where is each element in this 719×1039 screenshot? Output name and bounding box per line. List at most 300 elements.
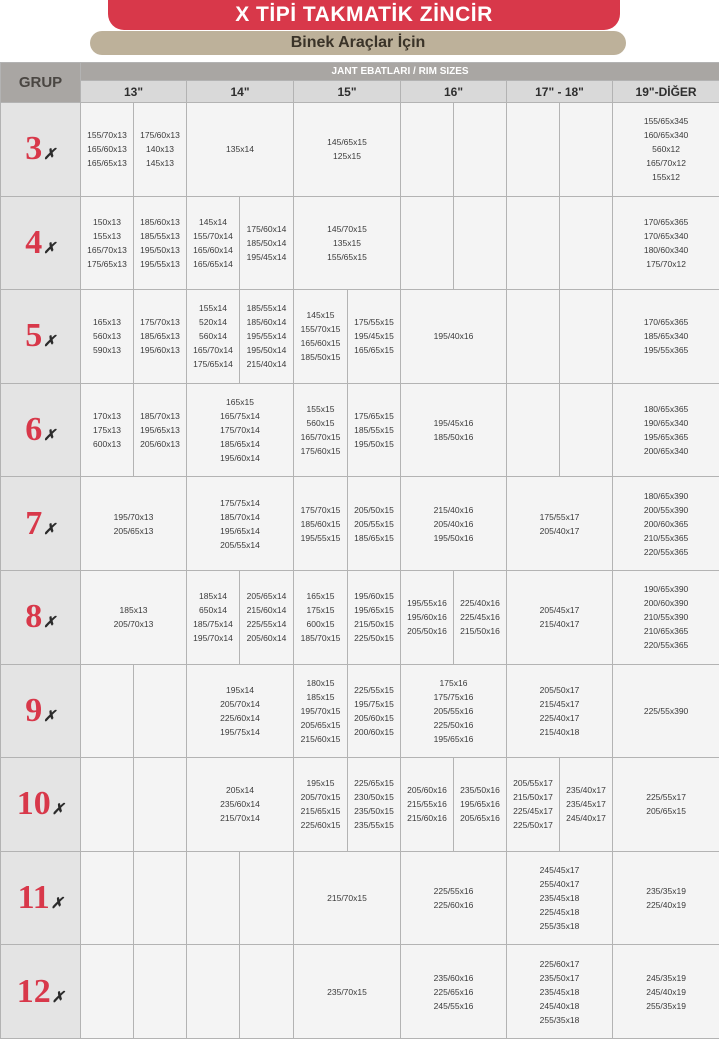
x-chain-icon: ✗ xyxy=(43,523,56,537)
tire-size: 600x13 xyxy=(82,437,132,451)
tire-size: 190/65x390 xyxy=(614,582,718,596)
tire-size: 215/50x16 xyxy=(455,624,505,638)
size-cell xyxy=(507,477,613,571)
size-cell xyxy=(294,851,401,945)
tire-size: 205/70x15 xyxy=(295,790,346,804)
tire-size: 235/40x17 xyxy=(561,783,611,797)
tire-size: 195/55x365 xyxy=(614,343,718,357)
size-cell xyxy=(134,758,187,852)
size-cell xyxy=(240,851,294,945)
tire-size: 205/55x15 xyxy=(349,517,399,531)
group-label xyxy=(1,698,80,724)
size-cell xyxy=(454,103,507,197)
tire-size: 195/70x15 xyxy=(295,704,346,718)
tire-size: 235/45x18 xyxy=(508,891,611,905)
tire-size: 175/65x14 xyxy=(188,357,238,371)
tire-size: 600x15 xyxy=(295,617,346,631)
x-chain-icon: ✗ xyxy=(43,242,56,256)
x-chain-icon: ✗ xyxy=(52,803,65,817)
group-label xyxy=(1,417,80,443)
tire-size: 185/55x14 xyxy=(241,301,292,315)
tire-size: 225/40x16 xyxy=(455,596,505,610)
tire-size: 165/60x14 xyxy=(188,243,238,257)
tire-size: 155/65x345 xyxy=(614,114,718,128)
group-label xyxy=(1,230,80,256)
tire-size: 175/55x15 xyxy=(349,315,399,329)
tire-size: 175x13 xyxy=(82,423,132,437)
tire-size: 225/60x15 xyxy=(295,818,346,832)
tire-size: 145/70x15 xyxy=(295,222,399,236)
tire-size: 165/65x13 xyxy=(82,156,132,170)
tire-size: 255/35x18 xyxy=(508,919,611,933)
table-row xyxy=(1,664,719,758)
tire-size: 205x14 xyxy=(188,783,292,797)
tire-size: 210/65x365 xyxy=(614,624,718,638)
tire-size: 165/70x15 xyxy=(295,430,346,444)
tire-size: 225/60x16 xyxy=(402,898,505,912)
size-cell xyxy=(348,570,401,664)
subtitle-bar: Binek Araçlar İçin xyxy=(90,31,626,55)
tire-size: 195/75x14 xyxy=(188,725,292,739)
tire-size: 175/60x15 xyxy=(295,444,346,458)
tire-size: 225/45x17 xyxy=(508,804,558,818)
size-cell xyxy=(294,290,348,384)
tire-size: 215/45x17 xyxy=(508,697,611,711)
tire-size: 205/40x16 xyxy=(402,517,505,531)
size-cell xyxy=(560,196,613,290)
tire-size: 195/60x16 xyxy=(402,610,452,624)
tire-size: 195/65x16 xyxy=(455,797,505,811)
tire-size: 225/45x16 xyxy=(455,610,505,624)
tire-size: 215/40x18 xyxy=(508,725,611,739)
tire-size: 195/60x15 xyxy=(349,589,399,603)
x-chain-icon: ✗ xyxy=(43,710,56,724)
tire-size: 145x15 xyxy=(295,308,346,322)
table-row xyxy=(1,290,719,384)
title-banner: X TİPİ TAKMATİK ZİNCİR xyxy=(108,0,620,30)
group-number: 8 xyxy=(25,610,42,624)
group-cell xyxy=(1,945,81,1039)
tire-size: 180/65x390 xyxy=(614,489,718,503)
size-cell xyxy=(187,851,240,945)
tire-size: 185/70x14 xyxy=(188,510,292,524)
group-label xyxy=(1,979,80,1005)
col-header-16: 16" xyxy=(401,81,507,103)
size-cell xyxy=(294,196,401,290)
size-cell xyxy=(454,196,507,290)
tire-size: 175/55x17 xyxy=(508,510,611,524)
group-number: 4 xyxy=(25,236,42,250)
size-cell xyxy=(134,290,187,384)
tire-size: 185x15 xyxy=(295,690,346,704)
tire-size: 255/35x18 xyxy=(508,1013,611,1027)
size-cell xyxy=(401,383,507,477)
tire-size: 155x14 xyxy=(188,301,238,315)
size-cell xyxy=(187,758,294,852)
tire-size: 200/60x365 xyxy=(614,517,718,531)
tire-size: 235/35x19 xyxy=(614,884,718,898)
size-cell xyxy=(613,103,719,197)
tire-size: 205/55x16 xyxy=(402,704,505,718)
size-cell xyxy=(294,570,348,664)
tire-size: 135x14 xyxy=(188,142,292,156)
size-cell xyxy=(401,477,507,571)
tire-size: 235/70x15 xyxy=(295,985,399,999)
tire-size: 215/65x15 xyxy=(295,804,346,818)
tire-size: 225/65x15 xyxy=(349,776,399,790)
tire-size: 175x16 xyxy=(402,676,505,690)
group-label xyxy=(1,511,80,537)
tire-size: 225/55x15 xyxy=(349,683,399,697)
table-row xyxy=(1,570,719,664)
size-cell xyxy=(560,103,613,197)
tire-size: 195/45x14 xyxy=(241,250,292,264)
tire-size: 195/65x15 xyxy=(349,603,399,617)
tire-size: 200/55x390 xyxy=(614,503,718,517)
tire-size: 225/40x17 xyxy=(508,711,611,725)
tire-size: 170/65x340 xyxy=(614,229,718,243)
tire-size: 175/70x12 xyxy=(614,257,718,271)
size-cell xyxy=(81,945,134,1039)
group-label xyxy=(1,791,80,817)
col-header-15: 15" xyxy=(294,81,401,103)
tire-size: 235/60x14 xyxy=(188,797,292,811)
tire-size: 185/65x15 xyxy=(349,531,399,545)
tire-size: 220/55x365 xyxy=(614,545,718,559)
tire-size: 150x13 xyxy=(82,215,132,229)
tire-size: 560x12 xyxy=(614,142,718,156)
col-header-14: 14" xyxy=(187,81,294,103)
tire-size: 145x14 xyxy=(188,215,238,229)
tire-size: 195/55x15 xyxy=(295,531,346,545)
size-cell xyxy=(401,103,454,197)
tire-size: 195/45x15 xyxy=(349,329,399,343)
tire-size: 195/45x16 xyxy=(402,416,505,430)
tire-size: 155x12 xyxy=(614,170,718,184)
tire-size: 165/60x13 xyxy=(82,142,132,156)
tire-size: 175/70x13 xyxy=(135,315,185,329)
tire-size: 225/55x16 xyxy=(402,884,505,898)
size-cell xyxy=(240,196,294,290)
table-row xyxy=(1,196,719,290)
tire-size: 175/60x13 xyxy=(135,128,185,142)
tire-size: 195/65x16 xyxy=(402,732,505,746)
tire-size: 185x14 xyxy=(188,589,238,603)
tire-size: 175/75x14 xyxy=(188,496,292,510)
size-cell xyxy=(613,383,719,477)
size-cell xyxy=(134,196,187,290)
tire-size: 215/50x17 xyxy=(508,790,558,804)
tire-size: 205/40x17 xyxy=(508,524,611,538)
group-cell xyxy=(1,851,81,945)
size-cell xyxy=(240,945,294,1039)
size-cell xyxy=(187,290,240,384)
tire-size: 195/65x13 xyxy=(135,423,185,437)
tire-size: 175x15 xyxy=(295,603,346,617)
size-cell xyxy=(187,945,240,1039)
group-label xyxy=(1,604,80,630)
tire-size: 225/50x17 xyxy=(508,818,558,832)
tire-size: 195/60x14 xyxy=(188,451,292,465)
tire-size: 245/55x16 xyxy=(402,999,505,1013)
tire-size: 235/50x17 xyxy=(508,971,611,985)
tire-size: 195/55x14 xyxy=(241,329,292,343)
tire-size: 185/70x15 xyxy=(295,631,346,645)
tire-size: 155/70x15 xyxy=(295,322,346,336)
size-cell xyxy=(348,664,401,758)
size-cell xyxy=(401,290,507,384)
tire-size: 195/40x16 xyxy=(402,329,505,343)
group-number: 7 xyxy=(25,517,42,531)
tire-size: 235/50x16 xyxy=(455,783,505,797)
tire-size: 165x15 xyxy=(295,589,346,603)
tire-size: 235/60x16 xyxy=(402,971,505,985)
group-number: 12 xyxy=(17,985,51,999)
tire-size: 165x15 xyxy=(188,395,292,409)
size-cell xyxy=(507,290,560,384)
tire-size: 255/40x17 xyxy=(508,877,611,891)
group-cell xyxy=(1,290,81,384)
size-cell xyxy=(294,103,401,197)
size-cell xyxy=(507,383,560,477)
tire-size: 560x13 xyxy=(82,329,132,343)
x-chain-icon: ✗ xyxy=(52,991,65,1005)
tire-size: 155x13 xyxy=(82,229,132,243)
size-cell xyxy=(348,383,401,477)
group-cell xyxy=(1,758,81,852)
tire-size: 155/70x13 xyxy=(82,128,132,142)
tire-size: 205/65x14 xyxy=(241,589,292,603)
table-row xyxy=(1,103,719,197)
tire-size: 175/70x15 xyxy=(295,503,346,517)
tire-size: 205/55x17 xyxy=(508,776,558,790)
tire-size: 235/50x15 xyxy=(349,804,399,818)
size-cell xyxy=(401,196,454,290)
tire-size: 170/65x365 xyxy=(614,315,718,329)
tire-size: 560x14 xyxy=(188,329,238,343)
tire-size: 185/65x340 xyxy=(614,329,718,343)
group-cell xyxy=(1,477,81,571)
tire-size: 180/60x340 xyxy=(614,243,718,257)
tire-size: 200/65x340 xyxy=(614,444,718,458)
tire-size: 155/65x15 xyxy=(295,250,399,264)
tire-size: 245/40x17 xyxy=(561,811,611,825)
size-cell xyxy=(401,945,507,1039)
tire-size: 235/45x17 xyxy=(561,797,611,811)
tire-size: 195x14 xyxy=(188,683,292,697)
tire-size: 165x13 xyxy=(82,315,132,329)
tire-size: 155x15 xyxy=(295,402,346,416)
group-number: 3 xyxy=(25,142,42,156)
size-cell xyxy=(401,758,454,852)
size-cell xyxy=(613,664,719,758)
group-cell xyxy=(1,383,81,477)
tire-size: 215/50x15 xyxy=(349,617,399,631)
size-cell xyxy=(348,758,401,852)
tire-size: 205/60x16 xyxy=(402,783,452,797)
col-header-19-other: 19"-DİĞER xyxy=(613,81,719,103)
tire-size: 185/60x15 xyxy=(295,517,346,531)
size-cell xyxy=(240,290,294,384)
tire-size: 200/60x390 xyxy=(614,596,718,610)
size-cell xyxy=(560,758,613,852)
group-cell xyxy=(1,570,81,664)
tire-size: 650x14 xyxy=(188,603,238,617)
table-row xyxy=(1,945,719,1039)
tire-size: 185/65x14 xyxy=(188,437,292,451)
tire-size: 245/45x17 xyxy=(508,863,611,877)
tire-size: 205/60x15 xyxy=(349,711,399,725)
size-cell xyxy=(81,570,187,664)
tire-size: 195/50x16 xyxy=(402,531,505,545)
tire-size: 245/40x18 xyxy=(508,999,611,1013)
group-number: 10 xyxy=(17,797,51,811)
header-row-top xyxy=(1,63,719,81)
tire-size: 225/65x16 xyxy=(402,985,505,999)
size-cell xyxy=(134,851,187,945)
size-cell xyxy=(507,570,613,664)
size-cell xyxy=(507,103,560,197)
tire-size: 205/55x14 xyxy=(188,538,292,552)
tire-size: 175/70x14 xyxy=(188,423,292,437)
size-cell xyxy=(507,758,560,852)
tire-size: 225/60x14 xyxy=(188,711,292,725)
tire-size: 195/75x15 xyxy=(349,697,399,711)
tire-size: 205/50x15 xyxy=(349,503,399,517)
group-label xyxy=(1,885,80,911)
size-cell xyxy=(81,290,134,384)
size-cell xyxy=(294,477,348,571)
tire-size: 205/65x15 xyxy=(295,718,346,732)
tire-size: 185/55x15 xyxy=(349,423,399,437)
tire-size: 175/75x16 xyxy=(402,690,505,704)
size-cell xyxy=(560,383,613,477)
tire-size: 125x15 xyxy=(295,149,399,163)
tire-size: 225/55x17 xyxy=(614,790,718,804)
size-cell xyxy=(507,945,613,1039)
tire-size: 215/70x15 xyxy=(295,891,399,905)
size-cell xyxy=(613,758,719,852)
tire-size: 185/65x13 xyxy=(135,329,185,343)
tire-size: 205/50x17 xyxy=(508,683,611,697)
tire-size: 225/50x16 xyxy=(402,718,505,732)
size-cell xyxy=(81,196,134,290)
tire-size: 175/60x14 xyxy=(241,222,292,236)
size-cell xyxy=(454,758,507,852)
group-number: 5 xyxy=(25,329,42,343)
tire-size: 175/65x15 xyxy=(349,409,399,423)
tire-size: 215/70x14 xyxy=(188,811,292,825)
tire-size: 245/35x19 xyxy=(614,971,718,985)
table-row xyxy=(1,477,719,571)
size-cell xyxy=(187,196,240,290)
tire-size: 185x13 xyxy=(82,603,185,617)
tire-size: 215/55x16 xyxy=(402,797,452,811)
x-chain-icon: ✗ xyxy=(51,897,64,911)
size-cell xyxy=(294,758,348,852)
tire-size: 225/40x19 xyxy=(614,898,718,912)
tire-size: 190/65x340 xyxy=(614,416,718,430)
size-cell xyxy=(613,477,719,571)
tire-size: 235/55x15 xyxy=(349,818,399,832)
table-row xyxy=(1,851,719,945)
size-cell xyxy=(187,383,294,477)
tire-size: 170x13 xyxy=(82,409,132,423)
tire-size: 225/55x390 xyxy=(614,704,718,718)
table-row xyxy=(1,383,719,477)
tire-size: 210/55x365 xyxy=(614,531,718,545)
tire-size: 205/60x14 xyxy=(241,631,292,645)
tire-size: 205/70x14 xyxy=(188,697,292,711)
size-cell xyxy=(187,103,294,197)
x-chain-icon: ✗ xyxy=(43,616,56,630)
size-cell xyxy=(134,383,187,477)
tire-size: 185/60x14 xyxy=(241,315,292,329)
size-cell xyxy=(401,570,454,664)
group-cell xyxy=(1,196,81,290)
tire-size: 165/65x15 xyxy=(349,343,399,357)
tire-size: 225/45x18 xyxy=(508,905,611,919)
x-chain-icon: ✗ xyxy=(43,429,56,443)
size-cell xyxy=(613,196,719,290)
size-cell xyxy=(81,758,134,852)
tire-size: 155/70x14 xyxy=(188,229,238,243)
size-cell xyxy=(348,477,401,571)
size-cell xyxy=(507,664,613,758)
tire-size: 185/50x16 xyxy=(402,430,505,444)
size-cell xyxy=(613,945,719,1039)
tire-size: 195/65x365 xyxy=(614,430,718,444)
size-cell xyxy=(401,851,507,945)
size-cell xyxy=(294,664,348,758)
tire-size: 185/70x13 xyxy=(135,409,185,423)
size-cell xyxy=(613,851,719,945)
tire-size: 205/45x17 xyxy=(508,603,611,617)
tire-size: 205/65x16 xyxy=(455,811,505,825)
tire-size: 145x13 xyxy=(135,156,185,170)
tire-size: 230/50x15 xyxy=(349,790,399,804)
x-chain-icon: ✗ xyxy=(43,335,56,349)
tire-size: 185/50x15 xyxy=(295,350,346,364)
size-cell xyxy=(240,570,294,664)
tire-size: 140x13 xyxy=(135,142,185,156)
tire-size: 165/60x15 xyxy=(295,336,346,350)
size-cell xyxy=(560,290,613,384)
tire-size: 185/50x14 xyxy=(241,236,292,250)
tire-size: 195/70x14 xyxy=(188,631,238,645)
tire-size: 205/65x13 xyxy=(82,524,185,538)
rim-size-table xyxy=(0,62,719,1039)
tire-size: 195/65x14 xyxy=(188,524,292,538)
tire-size: 205/70x13 xyxy=(82,617,185,631)
size-cell xyxy=(294,383,348,477)
tire-size: 180/65x365 xyxy=(614,402,718,416)
tire-size: 165/70x12 xyxy=(614,156,718,170)
tire-size: 215/60x16 xyxy=(402,811,452,825)
table-row xyxy=(1,758,719,852)
size-cell xyxy=(81,477,187,571)
table-body xyxy=(1,63,719,1039)
size-cell xyxy=(187,570,240,664)
group-cell xyxy=(1,103,81,197)
rim-sizes-header: JANT EBATLARI / RIM SIZES xyxy=(81,63,719,81)
tire-size: 185/60x13 xyxy=(135,215,185,229)
tire-size: 205/60x13 xyxy=(135,437,185,451)
tire-size: 225/55x14 xyxy=(241,617,292,631)
group-label xyxy=(1,323,80,349)
tire-size: 145/65x15 xyxy=(295,135,399,149)
tire-size: 160/65x340 xyxy=(614,128,718,142)
